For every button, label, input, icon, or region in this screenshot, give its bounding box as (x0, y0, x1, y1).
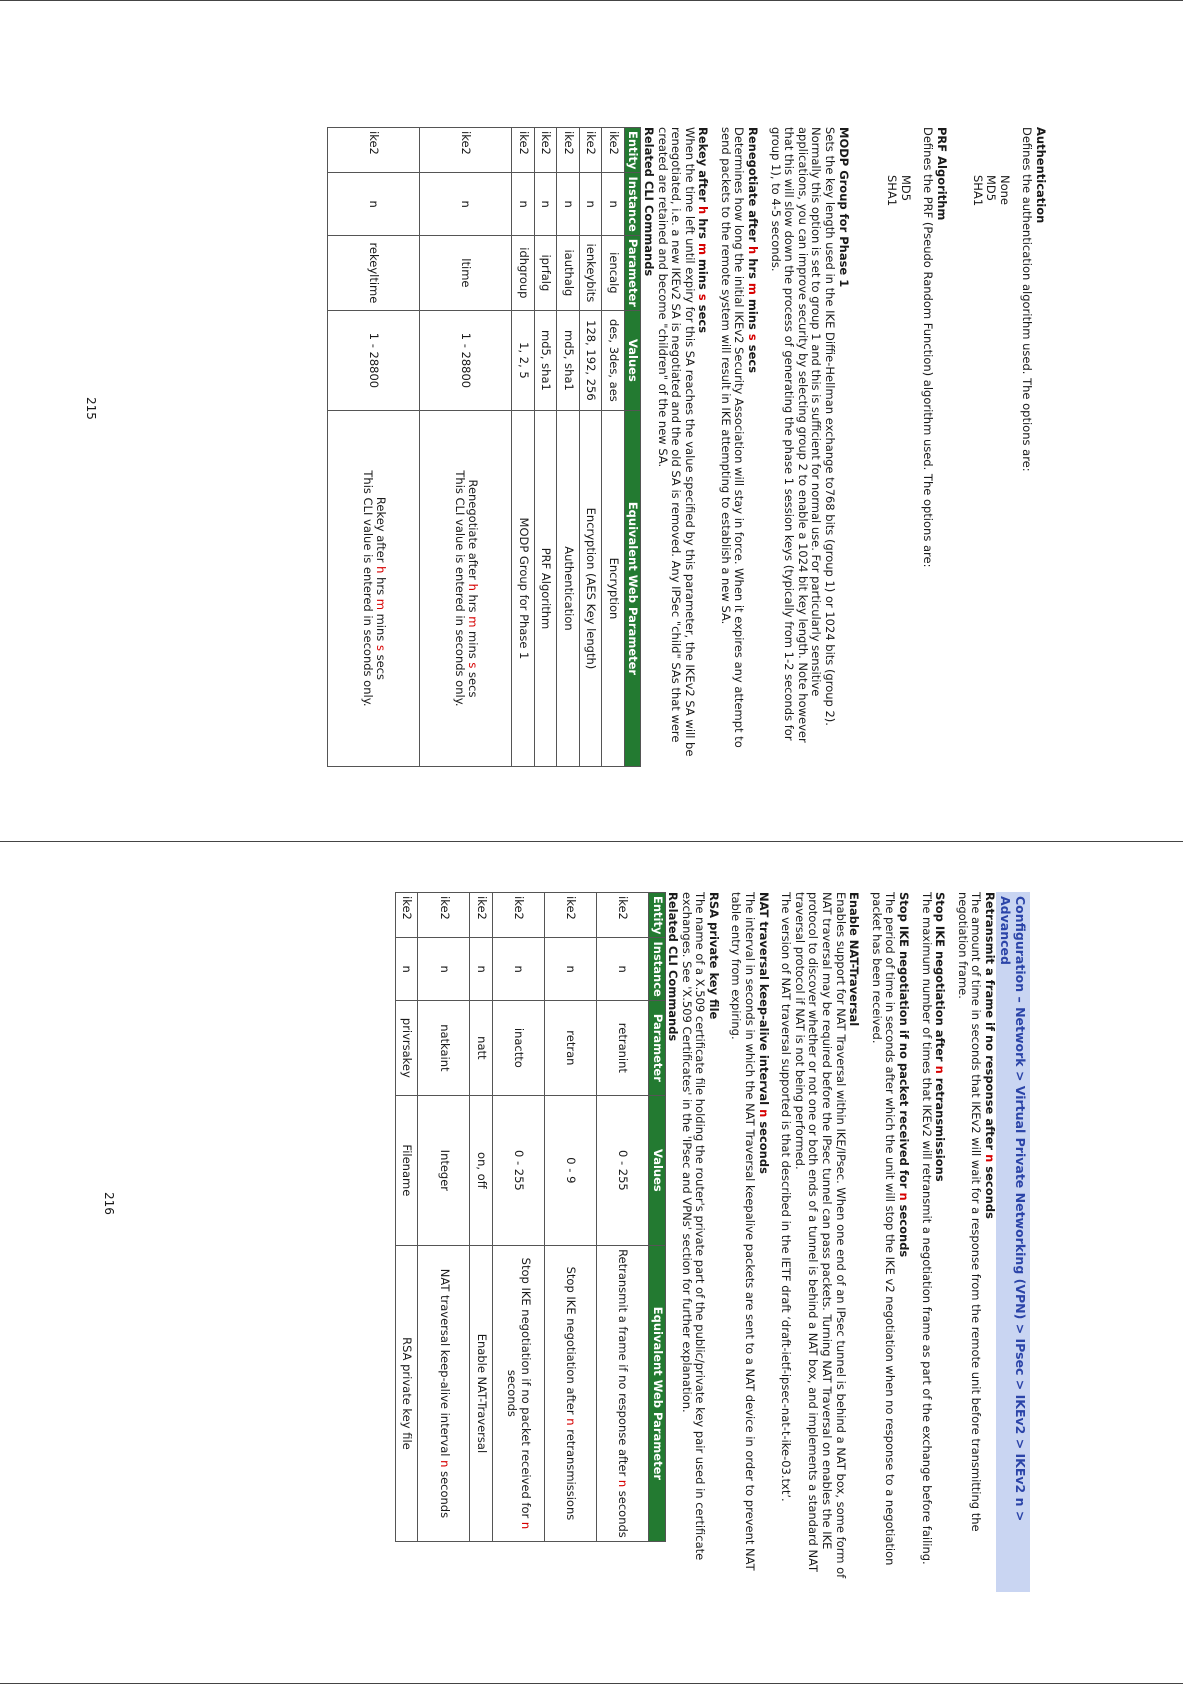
cell-instance: n (534, 173, 557, 235)
table-row (544, 893, 596, 1542)
col-header: Parameter (624, 235, 641, 310)
cell-instance: n (602, 173, 625, 235)
cell-instance: n (418, 938, 470, 1000)
table-row (420, 128, 512, 767)
stop-nopacket-heading: Stop IKE negotiation if no packet received for n seconds (897, 892, 912, 1258)
cell-entity: ike2 (470, 893, 493, 938)
stop-retrans-heading: Stop IKE negotiation after n retransmissions (933, 892, 948, 1182)
cell-parameter: natt (470, 1000, 493, 1095)
cell-instance: n (420, 173, 512, 235)
prf-heading: PRF Algorithm (935, 127, 950, 221)
nat-text: Enables support for NAT Traversal within IKE/IPsec. When one end of an IPsec tunnel is behind a NAT box, some form of NAT traversal may be required before the IPsec tunnel can pass packets. Turning NAT Traversal on enables the IKE protocol to discover whether or not one or both ends of a tunnel is behind a NAT box, and implements a standard NAT traversal protocol if NAT is not being performed. (792, 892, 848, 1579)
page-216 (0, 841, 1183, 1684)
rekey-text: When the time left until expiry for this SA reaches the value specified by this parameter, the IKEv2 SA will be renegotiated, i.e. a new IKEv2 SA is negotiated and the old SA is removed. Any IPSec "child" SAs that were created are retained and become "children" of the new SA. (655, 127, 697, 757)
retransmit-text: The amount of time in seconds that IKEv2 will wait for a response from the remote unit before transmitting the negotiation frame. (955, 892, 984, 1532)
cell-web-parameter: Authentication (557, 410, 580, 766)
prf-option: SHA1 (885, 175, 900, 207)
cell-instance: n (579, 173, 602, 235)
cell-entity: ike2 (544, 893, 596, 938)
cell-values: 0 - 255 (492, 1095, 544, 1245)
table-row (596, 893, 648, 1542)
cell-entity: ike2 (596, 893, 648, 938)
cell-web-parameter: Rekey after h hrs m mins s secs This CLI value is entered in seconds only. (328, 410, 420, 766)
cell-web-parameter: NAT traversal keep-alive interval n seconds (418, 1245, 470, 1541)
cell-instance: n (557, 173, 580, 235)
cell-parameter: retranint (596, 1000, 648, 1095)
table-row (492, 893, 544, 1542)
cell-values: 128, 192, 256 (579, 310, 602, 410)
keepalive-text: The interval in seconds in which the NAT Traversal keepalive packets are sent to a NAT device in order to prevent NAT table entry from expiring. (729, 892, 758, 1571)
table-row (602, 128, 625, 767)
cell-entity: ike2 (328, 128, 420, 173)
stop-retrans-text: The maximum number of times that IKEv2 will retransmit a negotiation frame as part of the exchange before failing. (919, 892, 934, 1565)
cell-parameter: natkaint (418, 1000, 470, 1095)
cell-web-parameter: MODP Group for Phase 1 (512, 410, 535, 766)
col-header: Values (648, 1095, 665, 1245)
keepalive-heading: NAT traversal keep-alive interval n seconds (756, 892, 771, 1174)
cell-instance: n (328, 173, 420, 235)
cell-web-parameter: Encryption (602, 410, 625, 766)
col-header: Equivalent Web Parameter (624, 410, 641, 766)
renegotiate-heading: Renegotiate after h hrs m mins s secs (746, 127, 761, 374)
cell-parameter: iprfalg (534, 235, 557, 310)
table-row (579, 128, 602, 767)
cell-values: Filename (395, 1095, 418, 1245)
col-header: Instance (648, 938, 665, 1000)
col-header: Entity (624, 128, 641, 173)
cell-values: 0 - 255 (596, 1095, 648, 1245)
table-row (512, 128, 535, 767)
cell-parameter: ltime (420, 235, 512, 310)
retransmit-heading: Retransmit a frame if no response after n seconds (983, 892, 997, 1219)
cell-entity: ike2 (395, 893, 418, 938)
cell-web-parameter: Retransmit a frame if no response after n seconds (596, 1245, 648, 1541)
auth-option: MD5 (984, 175, 999, 202)
cell-parameter: idhgroup (512, 235, 535, 310)
col-header: Parameter (648, 1000, 665, 1095)
col-header: Instance (624, 173, 641, 235)
cell-values: 1, 2, 5 (512, 310, 535, 410)
auth-option: SHA1 (970, 175, 985, 207)
cell-instance: n (544, 938, 596, 1000)
cell-entity: ike2 (418, 893, 470, 938)
stop-nopacket-text: The period of time in seconds after which the unit will stop the IKE v2 negotiation when no response to a negotiation packet has been received. (869, 892, 898, 1566)
cell-web-parameter: Stop IKE negotiation after n retransmissions (544, 1245, 596, 1541)
cell-values: md5, sha1 (557, 310, 580, 410)
page-216-content (0, 892, 1030, 1684)
cell-web-parameter: Renegotiate after h hrs m mins s secs This CLI value is entered in seconds only. (420, 410, 512, 766)
cell-web-parameter: Encryption (AES Key length) (579, 410, 602, 766)
table-row (418, 893, 470, 1542)
cell-parameter: rekeyltime (328, 235, 420, 310)
cli-note: This CLI value is entered in seconds only. (360, 470, 375, 707)
renegotiate-text: Determines how long the initial IKEv2 Security Association will stay in force. When it expires any attempt to send packets to the remote system will result in IKE attempting to establish a new SA. (718, 127, 747, 748)
auth-heading: Authentication (1034, 127, 1048, 224)
cell-values: 1 - 28800 (420, 310, 512, 410)
auth-option: None (997, 175, 1012, 206)
table-row (328, 128, 420, 767)
table-row (557, 128, 580, 767)
cell-instance: n (470, 938, 493, 1000)
cli-heading: Related CLI Commands (641, 127, 656, 277)
cell-parameter: inactto (492, 1000, 544, 1095)
cell-values: md5, sha1 (534, 310, 557, 410)
modp-heading: MODP Group for Phase 1 (836, 127, 851, 288)
cell-parameter: retran (544, 1000, 596, 1095)
cell-values: des, 3des, aes (602, 310, 625, 410)
nat-heading: Enable NAT-Traversal (847, 892, 862, 1027)
cell-values: 0 - 9 (544, 1095, 596, 1245)
cell-entity: ike2 (534, 128, 557, 173)
cell-instance: n (492, 938, 544, 1000)
cell-instance: n (596, 938, 648, 1000)
prf-text: Defines the PRF (Pseudo Random Function) algorithm used. The options are: (921, 127, 936, 568)
prf-options (885, 175, 912, 767)
cell-entity: ike2 (512, 128, 535, 173)
rsa-heading: RSA private key file (706, 892, 721, 1020)
auth-text: Defines the authentication algorithm used. The options are: (1020, 127, 1035, 472)
col-header: Values (624, 310, 641, 410)
cell-entity: ike2 (557, 128, 580, 173)
cli-table (395, 892, 666, 1542)
cell-web-parameter: Enable NAT-Traversal (470, 1245, 493, 1541)
table-row (470, 893, 493, 1542)
table-row (395, 893, 418, 1542)
cell-instance: n (512, 173, 535, 235)
prf-option: MD5 (898, 175, 913, 202)
cell-instance: n (395, 938, 418, 1000)
page-number: 216 (102, 1192, 116, 1215)
cell-values: on, off (470, 1095, 493, 1245)
table-header-row (624, 128, 641, 767)
cli-heading: Related CLI Commands (666, 892, 681, 1042)
rekey-heading: Rekey after h hrs m mins s secs (696, 127, 711, 334)
cell-entity: ike2 (420, 128, 512, 173)
col-header: Equivalent Web Parameter (648, 1245, 665, 1541)
page-number: 215 (84, 397, 98, 420)
cell-parameter: ienkeybits (579, 235, 602, 310)
cell-values: 1 - 28800 (328, 310, 420, 410)
cell-values: Integer (418, 1095, 470, 1245)
auth-options (970, 175, 1011, 767)
cell-web-parameter: PRF Algorithm (534, 410, 557, 766)
section-header: Configuration – Network > Virtual Private Networking (VPN) > IPsec > IKEv2 > IKEv2 n > Advanced (996, 892, 1030, 1592)
cell-web-parameter: RSA private key file (395, 1245, 418, 1541)
table-header-row (648, 893, 665, 1542)
modp-text: Sets the key length used in the IKE Diffie-Hellman exchange to768 bits (group 1) or 1024 bits (group 2). Normally this option is set to group 1 and this is sufficient for normal use. For particularly sensitive applications, you can improve security by selecting group 2 to enable a 1024 bit key length. Note however that this will slow down the process of generating the phase 1 session keys (typically from 1-2 seconds for group 1), to 4-5 seconds. (768, 127, 838, 743)
cell-entity: ike2 (579, 128, 602, 173)
col-header: Entity (648, 893, 665, 938)
cell-parameter: iauthalg (557, 235, 580, 310)
cell-parameter: iencalg (602, 235, 625, 310)
cell-parameter: privrsakey (395, 1000, 418, 1095)
cell-entity: ike2 (602, 128, 625, 173)
cli-note: This CLI value is entered in seconds only. (452, 470, 467, 707)
table-row (534, 128, 557, 767)
cli-table (327, 127, 641, 767)
page-215-content (0, 41, 1047, 841)
cell-web-parameter: Stop IKE negotiation if no packet received for n seconds (492, 1245, 544, 1541)
cell-entity: ike2 (492, 893, 544, 938)
nat-text-version: The version of NAT traversal supported is that described in the IETF draft ‘draft-ietf-ipsec-nat-t-ike-03.txt’. (779, 892, 794, 1502)
rsa-text: The name of a X.509 certificate file holding the router's private part of the public/private key pair used in certificate exchanges. See 'X.509 Certificates' in the 'IPsec and VPNs' section for further explanation. (679, 892, 708, 1561)
